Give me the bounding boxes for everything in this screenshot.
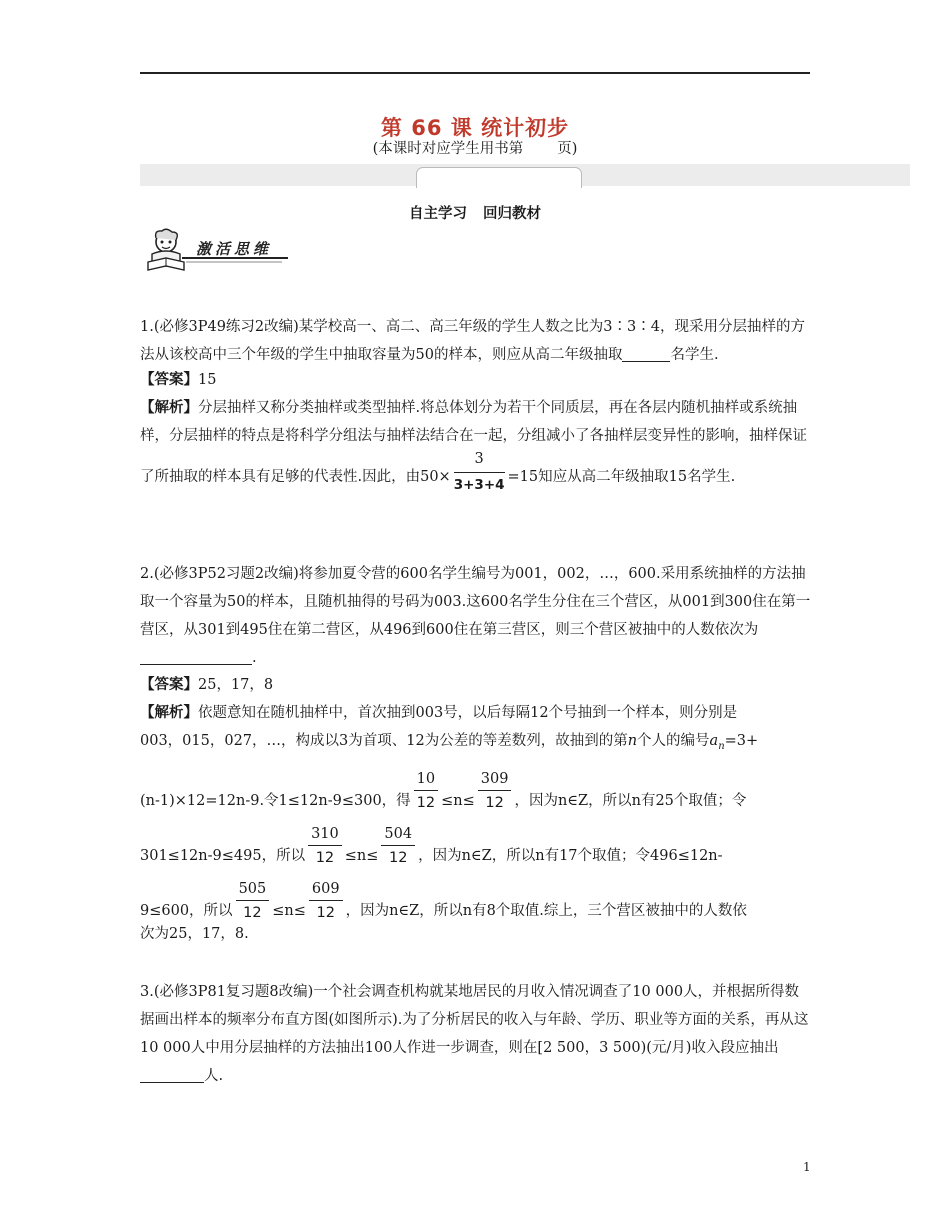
section-tab	[416, 167, 582, 188]
page-number: 1	[803, 1160, 811, 1174]
question-3: 3.(必修3P81复习题8改编)一个社会调查机构就某地居民的月收入情况调查了10 000人，并根据所得数据画出样本的频率分布直方图(如图所示).为了分析居民的收入与年龄、学历、职业等方面的关系，再从这10 000人中用分层抽样的方法抽出100人作进一步调查，则在[2 500，3 500)(元/月)收入段应抽出人.	[140, 984, 809, 1084]
fraction: $\frac{609}{12}$	[309, 880, 343, 922]
fraction: $\frac{504}{12}$	[381, 825, 415, 867]
q2-analysis-line-4: 301≤12n-9≤495，所以 $\frac{310}{12}$ ≤n≤ $\frac{504}{12}$ ，因为n∈Z，所以n有17个取值；令496≤12n-	[140, 826, 723, 866]
q2-analysis-line-3: (n-1)×12=12n-9.令1≤12n-9≤300，得 $\frac{10}{12}$ ≤n≤ $\frac{309}{12}$ ，因为n∈Z，所以n有25个取值；令	[140, 771, 747, 811]
q2-analysis-line-6: 次为25，17，8.	[140, 926, 249, 942]
q2-analysis-line-1: 【解析】依题意知在随机抽样中，首次抽到003号，以后每隔12个号抽到一个样本，则分别是	[140, 705, 738, 721]
lesson-subtitle: (本课时对应学生用书第 页)	[372, 141, 578, 157]
section-heading: 自主学习 回归教材	[409, 206, 541, 222]
lesson-title: 第 66 课 统计初步	[380, 116, 570, 140]
fraction: $\frac{310}{12}$	[308, 825, 342, 867]
answer-blank	[140, 648, 252, 665]
answer-blank	[622, 345, 670, 362]
fraction: $\frac{309}{12}$	[478, 770, 512, 812]
fraction: $\frac{10}{12}$	[414, 770, 438, 812]
question-2: 2.(必修3P52习题2改编)将参加夏令营的600名学生编号为001，002，…，600.采用系统抽样的方法抽取一个容量为50的样本，且随机抽得的号码为003.这600名学生分住在三个营区，从001到300住在第一营区，从301到495住在第二营区，从496到600住在第三营区，则三个营区被抽中的人数依次为.	[140, 566, 811, 666]
answer-blank	[140, 1066, 204, 1083]
q2-answer: 【答案】25，17，8	[140, 677, 274, 693]
q2-analysis-line-5: 9≤600，所以 $\frac{505}{12}$ ≤n≤ $\frac{609}{12}$ ，因为n∈Z，所以n有8个取值.综上，三个营区被抽中的人数依	[140, 881, 747, 921]
badge-label: 激活思维	[196, 240, 273, 258]
header-rule	[140, 72, 810, 74]
fraction: $\frac{505}{12}$	[236, 880, 270, 922]
fraction: $\frac{3}{3+3+4}$	[453, 451, 505, 493]
question-1: 1.(必修3P49练习2改编)某学校高一、高二、高三年级的学生人数之比为3∶3∶4，现采用分层抽样的方法从该校高中三个年级的学生中抽取容量为50的样本，则应从高二年级抽取 名学生.	[140, 319, 805, 363]
activate-thinking-badge	[142, 228, 290, 272]
q1-answer: 【答案】15	[140, 372, 217, 388]
q2-analysis-line-2: 003，015，027，…，构成以3为首项、12为公差的等差数列，故抽到的第n个人的编号$a_n=3+$	[140, 733, 759, 752]
q1-analysis: 【解析】分层抽样又称分类抽样或类型抽样.将总体划分为若干个同质层，再在各层内随机抽样或系统抽样，分层抽样的特点是将科学分组法与抽样法结合在一起，分组减小了各抽样层变异性的影响，抽样保证了所抽取的样本具有足够的代表性.因此，由50× $\frac{3}{3+3+4}$ =15知应从高二年级抽取15名学生.	[140, 400, 807, 493]
